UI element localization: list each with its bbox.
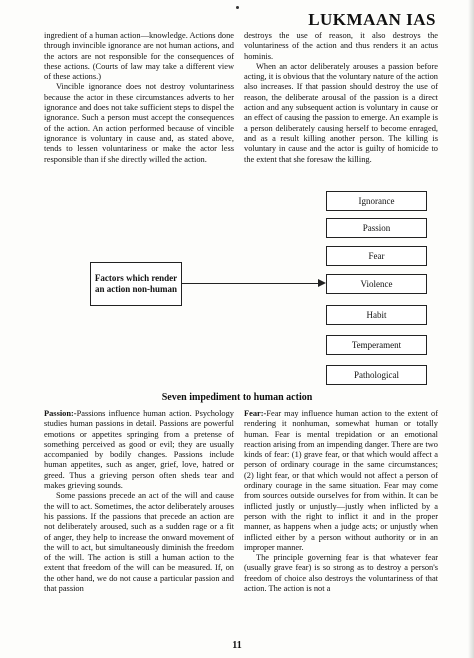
paragraph: ingredient of a human action—knowledge. Actions done through invincible ignorance are not human actions, and the actors are not responsible for the consequences of these actions. (Courts of law may take a different view of these actions.)	[44, 31, 234, 82]
page-number: 11	[232, 640, 242, 651]
diagram-item-violence: Violence	[326, 274, 427, 294]
diagram-item-passion: Passion	[326, 218, 427, 238]
paragraph: Some passions precede an act of the will and cause the will to act. Sometimes, the actor deliberately arouses his passions. If the passions that precede an action are not deliberately aroused, such as a sudden rage or a fit of anger, they help to increase the onward movement of the will to act, but simultaneously diminish the freedom of the will. The action is still a human action to the extent that freedom of the will can be measured. If, on the other hand, we do not cause a particular passion and that passion	[44, 491, 234, 594]
paragraph-lead: Fear:-	[244, 409, 267, 418]
paragraph	[244, 409, 438, 553]
arrow-head-icon	[318, 279, 326, 287]
page-header-title: LUKMAAN IAS	[308, 10, 436, 29]
paragraph: Vincible ignorance does not destroy voluntariness because the actor in these circumstances adverts to her ignorance and does not take sufficient steps to dispel the ignorance. Such a person must accept the consequences of the action. An action performed because of vincible ignorance is voluntary in cause and, as stated above, tends to lessen voluntariness or make the actor less responsible than if she directly willed the action.	[44, 82, 234, 164]
diagram-arrow	[181, 283, 319, 284]
diagram-source-box	[90, 262, 182, 306]
page-mark	[236, 6, 239, 9]
diagram-source-label: Factors which render an action non-human	[94, 273, 178, 294]
diagram-item-pathological: Pathological	[326, 365, 427, 385]
section-title: Seven impediment to human action	[161, 392, 313, 403]
diagram-item-temperament: Temperament	[326, 335, 427, 355]
diagram-item-fear: Fear	[326, 246, 427, 266]
paragraph: destroys the use of reason, it also destroys the voluntariness of the action and thus renders it an actus hominis.	[244, 31, 438, 61]
right-column-top	[244, 31, 438, 165]
paragraph: When an actor deliberately arouses a passion before acting, it is obvious that the voluntary nature of the action also increases. If that passion should destroy the use of reason, the deliberate arousal of the passion is a direct action and any subsequent action is voluntary in cause or an effect of causing the passion to emerge. An example is a person deliberately causing herself to become enraged, and as a result killing another person. The killing is voluntary in cause and the actor is guilty of homicide to the extent that she foresaw the killing.	[244, 61, 438, 164]
left-column-bottom	[44, 409, 234, 594]
paragraph	[44, 409, 234, 491]
left-column-top	[44, 31, 234, 165]
paragraph-text: Fear may influence human action to the extent of rendering it nonhuman, somewhat human or totally human. Fear is mental trepidation or an emotional reaction arising from an impending danger. There are two kinds of fear: (1) grave fear, or that which would affect a person of ordinary courage in the same circumstances; (2) light fear, or that which would not affect a person of ordinary courage in the same situation. Fear may come from sources outside ourselves for from within. It can be inflicted justly or unjustly—justly when inflicted by a person with the right to inflict it and in the proper manner, as happens when a judge acts; or unjustly when inflicted either by a person without authority or in an improper manner.	[244, 409, 438, 552]
paragraph: The principle governing fear is that whatever fear (usually grave fear) is so strong as to destroy a person's freedom of choice also destroys the voluntariness of that action. The action is not a	[244, 553, 438, 594]
diagram-item-habit: Habit	[326, 305, 427, 325]
page-edge-shadow	[468, 0, 474, 658]
right-column-bottom	[244, 409, 438, 594]
paragraph-lead: Passion:-	[44, 409, 77, 418]
paragraph-text: Passions influence human action. Psychology studies human passions in detail. Passions are powerful emotions or appetites springing from a pretense of something perceived as good or evil; they are usually accompanied by bodily changes. Passions include human appetites, such as anger, grief, love, hatred or greed. Thus a grieving person often sheds tear and makes grieving sounds.	[44, 409, 234, 491]
diagram-item-ignorance: Ignorance	[326, 191, 427, 211]
